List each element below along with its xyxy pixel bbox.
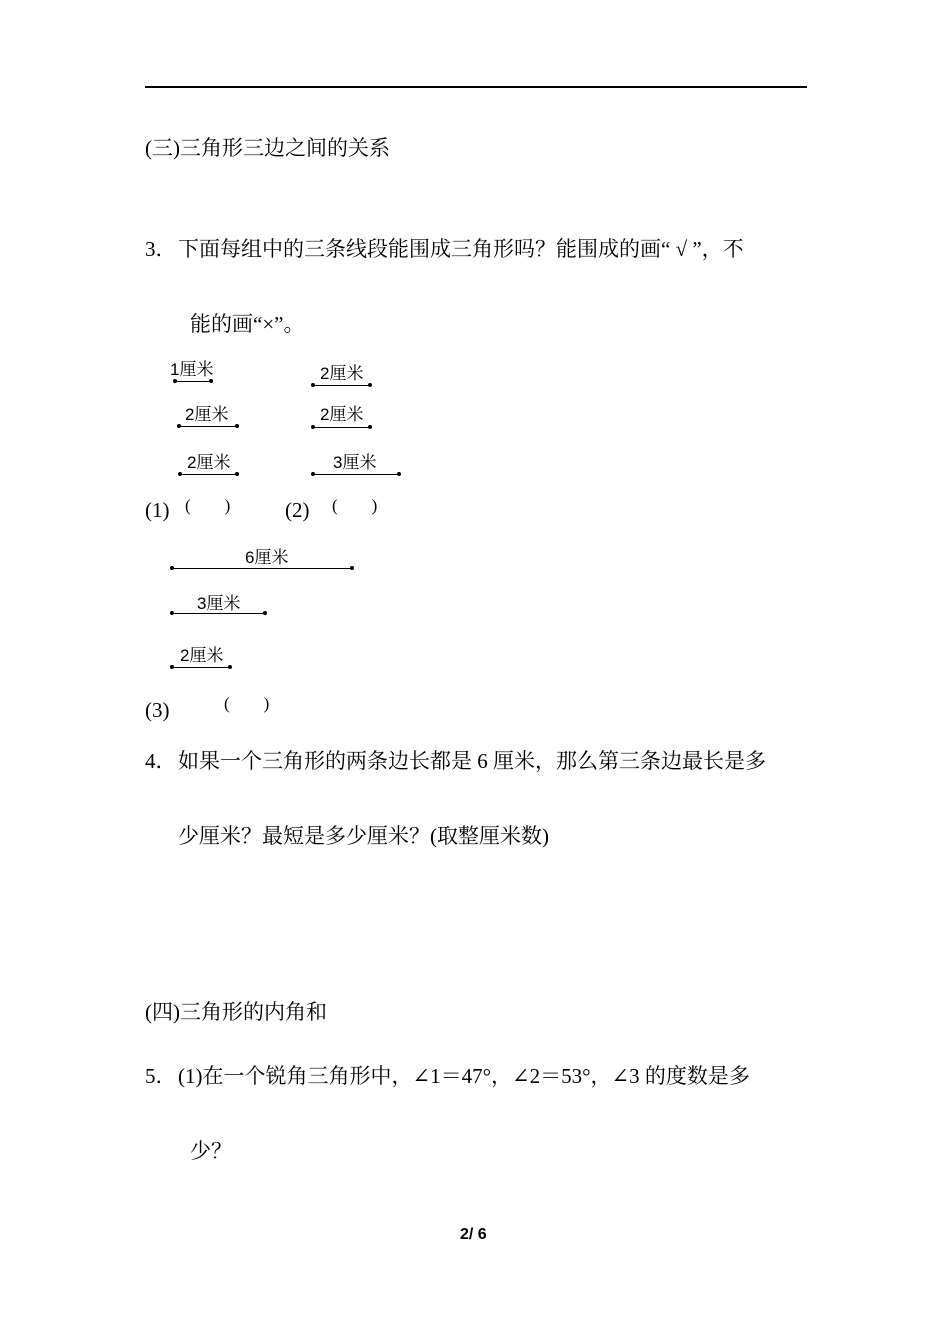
segment-label: 3厘米 <box>333 453 377 472</box>
answer-blank-2[interactable]: ( ) <box>332 496 378 515</box>
question-5-number: 5． <box>145 1064 177 1088</box>
group-2-label: (2) <box>285 498 310 522</box>
question-4-text-line1: 如果一个三角形的两条边长都是 6 厘米，那么第三条边最长是多 <box>178 749 766 773</box>
question-5-text-line1: (1)在一个锐角三角形中，∠1＝47°，∠2＝53°，∠3 的度数是多 <box>178 1064 750 1088</box>
header-rule <box>145 86 807 88</box>
answer-blank-3[interactable]: ( ) <box>224 694 270 713</box>
section-title-4: (四)三角形的内角和 <box>145 1000 327 1024</box>
question-4-text-line2: 少厘米？最短是多少厘米？(取整厘米数) <box>178 824 549 848</box>
group-1-label: (1) <box>145 498 170 522</box>
line-segment <box>175 381 211 382</box>
question-3-number: 3． <box>145 237 177 261</box>
page-number: 2/ 6 <box>460 1226 487 1243</box>
line-segment <box>172 667 230 668</box>
line-segment <box>313 474 399 475</box>
line-segment <box>179 426 237 427</box>
line-segment <box>180 474 237 475</box>
question-3-text-line2: 能的画“×”。 <box>190 312 305 336</box>
segment-label: 1厘米 <box>170 360 214 379</box>
line-segment <box>172 613 265 614</box>
segment-label: 2厘米 <box>187 453 231 472</box>
question-3-text-line1: 下面每组中的三条线段能围成三角形吗？能围成的画“ √ ”，不 <box>178 237 744 261</box>
group-3-label: (3) <box>145 698 170 722</box>
segment-label: 2厘米 <box>180 646 224 665</box>
line-segment <box>313 385 370 386</box>
question-5-text-line2: 少？ <box>190 1139 232 1163</box>
question-4-number: 4． <box>145 749 177 773</box>
segment-label: 3厘米 <box>197 594 241 613</box>
line-segment <box>172 568 352 569</box>
segment-label: 2厘米 <box>320 364 364 383</box>
section-title-3: (三)三角形三边之间的关系 <box>145 136 390 160</box>
line-segment <box>313 427 370 428</box>
segment-label: 2厘米 <box>185 405 229 424</box>
answer-blank-1[interactable]: ( ) <box>185 496 231 515</box>
segment-label: 6厘米 <box>245 548 289 567</box>
segment-label: 2厘米 <box>320 405 364 424</box>
